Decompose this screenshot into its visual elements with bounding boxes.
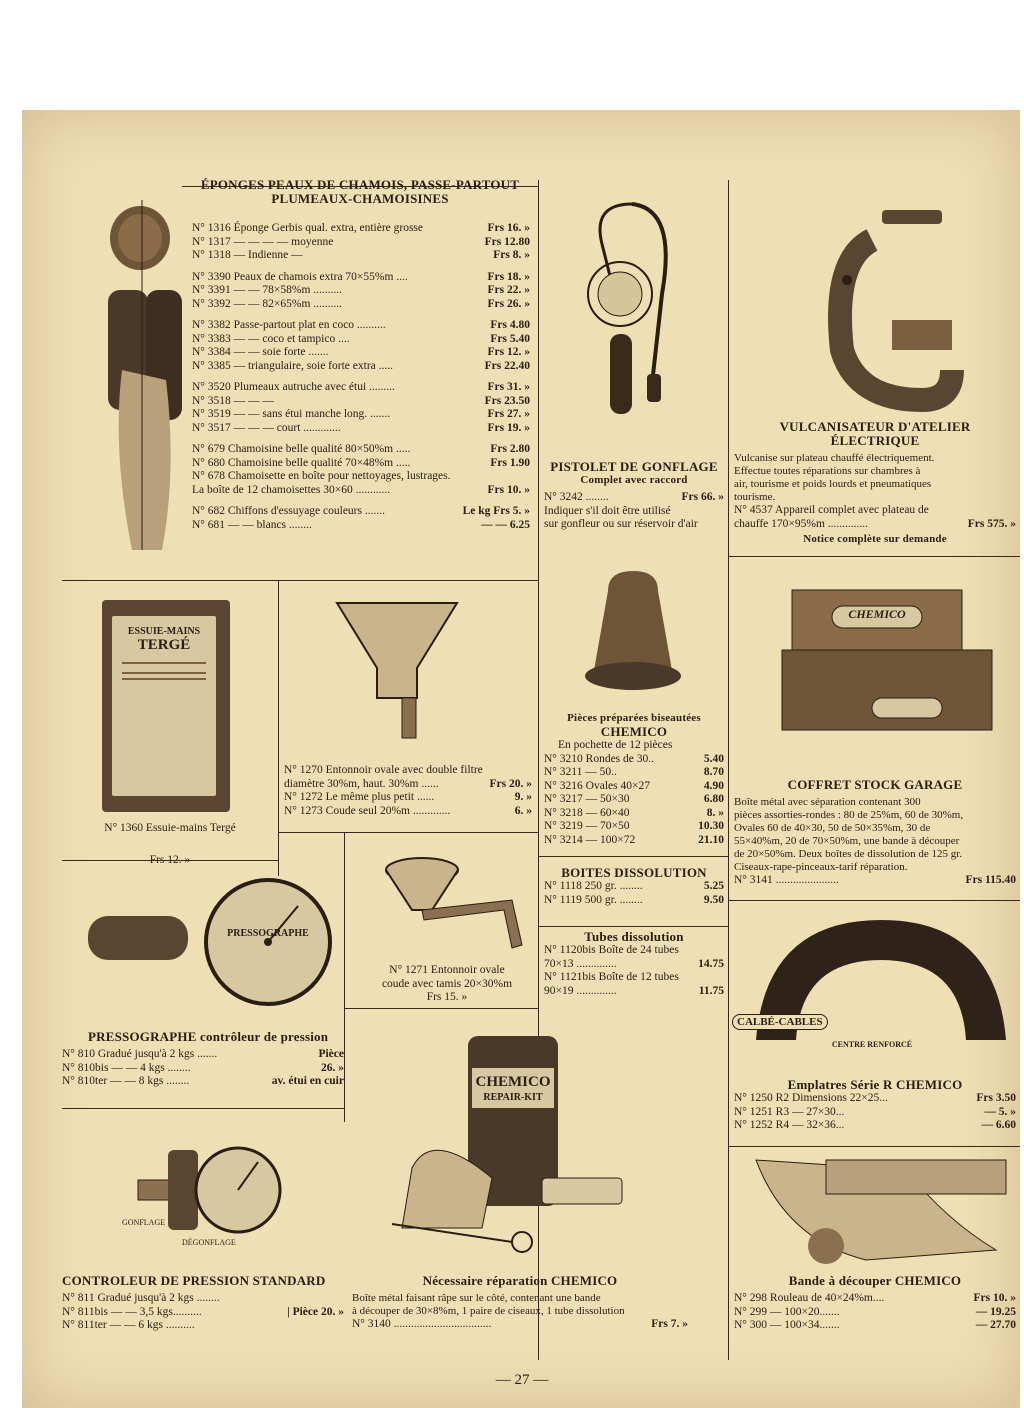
item-price: 14.75: [698, 957, 724, 970]
pistolet-list: [544, 491, 724, 532]
item-text: N° 3392 — — 82×65%m ..........: [192, 297, 343, 310]
item-text: N° 3519 — — sans étui manche long. .......: [192, 408, 391, 420]
essuie-caption: N° 1360 Essuie-mains Tergé: [104, 822, 236, 834]
towel-label-top: ESSUIE-MAINS: [127, 626, 201, 637]
list-item: [544, 944, 724, 958]
list-item: [362, 964, 532, 978]
funnel-illustration: [332, 598, 462, 748]
item-text: N° 1318 — Indienne —: [192, 249, 303, 261]
item-price: 26. »: [321, 1061, 344, 1074]
inflation-gun-illustration: [572, 184, 692, 454]
necessaire-list: [352, 1318, 688, 1332]
item-text: N° 679 Chamoisine belle qualité 80×50%m .....: [192, 443, 411, 455]
item-text: N° 1251 R3 — 27×30...: [734, 1105, 845, 1118]
description-line: tourisme.: [734, 491, 776, 503]
item-text: N° 3214 — 100×72: [544, 833, 636, 846]
list-item: [192, 249, 530, 263]
item-price: Frs 19. »: [487, 421, 530, 434]
item-price: Frs 31. »: [487, 381, 530, 393]
rule: [728, 900, 1020, 901]
bande-title: Bande à découper CHEMICO: [788, 1273, 962, 1288]
item-price: Frs 18. »: [487, 270, 530, 283]
rule: [728, 1146, 1020, 1147]
pieces-list: [544, 753, 724, 848]
item-price: Frs 22.40: [484, 359, 530, 372]
prepared-patches-illustration: [578, 566, 688, 706]
list-item: [544, 491, 724, 505]
list-item: [192, 381, 530, 395]
list-item: [544, 958, 724, 972]
list-item: [192, 360, 530, 374]
coffret-description: [734, 796, 1016, 874]
column-divider: [344, 832, 345, 1122]
item-text: 70×13 ..............: [544, 957, 617, 970]
list-item: [362, 991, 532, 1005]
item-price: Frs 12. »: [487, 346, 530, 358]
description-line: Boîte métal avec séparation contenant 300: [734, 796, 921, 808]
item-price: Frs 5.40: [490, 332, 530, 345]
pressographe-title: PRESSOGRAPHE contrôleur de pression: [88, 1029, 329, 1044]
list-item: [734, 1306, 1016, 1320]
rule: [538, 856, 728, 857]
item-price: 21.10: [698, 833, 724, 846]
item-price: 4.90: [703, 779, 724, 792]
item-text: N° 1316 Éponge Gerbis qual. extra, entière grosse: [192, 222, 424, 234]
item-text: N° 3382 Passe-partout plat en coco ..........: [192, 319, 386, 331]
item-text: N° 1272 Le même plus petit ......: [284, 791, 435, 803]
eponges-list: [192, 222, 530, 532]
vulcanisateur-subtitle: ÉLECTRIQUE: [830, 433, 920, 448]
towel-package-illustration: [102, 600, 230, 812]
rule: [62, 1108, 344, 1109]
list-item: [192, 457, 530, 471]
kit-can-brand: CHEMICO: [475, 1074, 551, 1090]
item-text: N° 1118 250 gr. ........: [544, 880, 643, 892]
item-text: N° 3383 — — coco et tampico ....: [192, 332, 350, 345]
page-number: — 27 —: [495, 1372, 549, 1388]
list-item: [62, 1062, 344, 1076]
standard-gauge-illustration: [118, 1130, 288, 1250]
emplatres-title: Emplatres Série R CHEMICO: [787, 1077, 963, 1092]
item-text: Indiquer s'il doit être utilisé: [544, 504, 671, 517]
list-item: [544, 780, 724, 794]
item-text: N° 810ter — — 8 kgs ........: [62, 1075, 190, 1087]
item-price: 6.80: [703, 793, 724, 805]
item-price: Frs 7. »: [651, 1318, 688, 1330]
tubes-title: Tubes dissolution: [584, 929, 684, 944]
description-line: pièces assorties-rondes : 80 de 25%m, 60 de 30%m,: [734, 809, 964, 821]
item-text: N° 810 Gradué jusqu'à 2 kgs .......: [62, 1048, 218, 1060]
patch-roll-illustration: [746, 1150, 1016, 1270]
label-gonflage: GONFLAGE: [122, 1218, 166, 1227]
list-item: [62, 1319, 344, 1333]
rule: [62, 580, 538, 581]
item-price: 9.50: [703, 893, 724, 906]
list-item: [192, 395, 530, 409]
item-price: Frs 22. »: [487, 284, 530, 296]
item-text: N° 1121bis Boîte de 12 tubes: [544, 971, 679, 983]
centre-renforce-tag: CENTRE RENFORCÉ: [831, 1040, 913, 1049]
list-item: [192, 519, 530, 533]
pressograph-dial-text: PRESSOGRAPHE: [227, 928, 309, 939]
item-price: 8.70: [703, 766, 724, 778]
item-text: La boîte de 12 chamoisettes 30×60 ............: [192, 483, 391, 496]
item-text: N° 299 — 100×20.......: [734, 1305, 840, 1318]
item-text: N° 300 — 100×34.......: [734, 1319, 840, 1331]
item-text: N° 3390 Peaux de chamois extra 70×55%m ....: [192, 270, 408, 283]
essuie-price: Frs 12. »: [149, 853, 191, 866]
item-text: N° 1252 R4 — 32×36...: [734, 1119, 845, 1131]
catalog-page: [22, 110, 1020, 1408]
list-item: [544, 793, 724, 807]
entonnoir-ovale-list: [284, 764, 532, 818]
vulcanizer-illustration: [812, 200, 992, 420]
necessaire-description: [352, 1292, 688, 1318]
item-text: N° 682 Chiffons d'essuyage couleurs .......: [192, 505, 385, 517]
pieces-intro: En pochette de 12 pièces: [558, 739, 673, 751]
pieces-title: Pièces préparées biseautées: [567, 712, 701, 724]
item-price: | Pièce 20. »: [287, 1305, 344, 1318]
emplatres-list: [734, 1092, 1016, 1133]
item-text: N° 3216 Ovales 40×27: [544, 779, 650, 792]
list-item: [192, 284, 530, 298]
item-price: Frs 26. »: [487, 297, 530, 310]
pistolet-subtitle: Complet avec raccord: [580, 474, 688, 486]
description-line: Vulcanise sur plateau chauffé électriquement.: [734, 452, 935, 464]
repair-kit-illustration: [372, 1028, 712, 1258]
pressograph-illustration: [68, 876, 338, 1026]
list-item: [734, 518, 1016, 532]
boites-title: BOITES DISSOLUTION: [561, 865, 707, 880]
item-text: N° 3391 — — 78×58%m ..........: [192, 284, 343, 296]
item-text: coude avec tamis 20×30%m: [381, 977, 513, 990]
item-text: N° 680 Chamoisine belle qualité 70×48%m .....: [192, 456, 411, 469]
list-item: [544, 518, 724, 532]
list-item: [62, 1048, 344, 1062]
pistolet-title: PISTOLET DE GONFLAGE: [550, 459, 718, 474]
kit-can-sub: REPAIR-KIT: [483, 1092, 543, 1103]
list-item: [544, 971, 724, 985]
item-text: N° 1119 500 gr. ........: [544, 893, 643, 906]
list-item: [544, 766, 724, 780]
label-degonflage: DÉGONFLAGE: [182, 1238, 236, 1247]
item-text: N° 3218 — 60×40: [544, 806, 630, 819]
item-text: N° 3520 Plumeaux autruche avec étui .........: [192, 381, 395, 393]
item-text: N° 1120bis Boîte de 24 tubes: [544, 944, 679, 956]
list-item: [734, 1106, 1016, 1120]
list-item: [734, 1119, 1016, 1133]
rule: [278, 832, 538, 833]
item-price: 5.40: [703, 752, 724, 765]
item-price: Frs 575. »: [967, 517, 1016, 530]
list-item: [284, 791, 532, 805]
list-item: [544, 807, 724, 821]
item-price: Frs 8. »: [493, 249, 530, 261]
item-text: 90×19 ..............: [544, 984, 617, 997]
list-item: [284, 764, 532, 778]
list-item: [284, 805, 532, 819]
description-line: air, tourisme et poids lourds et pneumatiques: [734, 478, 932, 490]
list-item: [192, 319, 530, 333]
list-item: [192, 484, 530, 498]
coffret-list: [734, 874, 1016, 888]
list-item: [284, 778, 532, 792]
boites-list: [544, 880, 724, 907]
description-line: de 20×50%m. Deux boîtes de dissolution de 125 gr.: [734, 848, 963, 860]
list-item: [192, 346, 530, 360]
pressographe-list: [62, 1048, 344, 1089]
eponges-subtitle: PLUMEAUX-CHAMOISINES: [271, 191, 449, 206]
list-item: [352, 1318, 688, 1332]
list-item: [192, 271, 530, 285]
item-text: N° 3518 — — —: [192, 394, 274, 407]
item-price: Frs 115.40: [965, 874, 1016, 886]
list-item: [544, 820, 724, 834]
list-item: [544, 894, 724, 908]
item-price: — — 6.25: [481, 518, 530, 531]
item-text: N° 3217 — 50×30: [544, 793, 630, 805]
list-item: [544, 753, 724, 767]
item-price: 11.75: [698, 984, 724, 997]
list-item: [544, 834, 724, 848]
rule: [538, 926, 728, 927]
item-text: N° 1270 Entonnoir ovale avec double filtre: [284, 764, 483, 776]
item-text: N° 1317 — — — — moyenne: [192, 235, 334, 248]
item-price: — 6.60: [981, 1119, 1016, 1131]
controleur-list: [62, 1292, 344, 1333]
item-text: N° 1273 Coude seul 20%m .............: [284, 804, 451, 817]
item-price: Frs 2.80: [490, 443, 530, 455]
item-price: Frs 10. »: [973, 1292, 1016, 1304]
item-text: N° 3242 ........: [544, 491, 609, 503]
rule: [344, 1008, 538, 1009]
item-text: diamètre 30%m, haut. 30%m ......: [284, 777, 439, 790]
tubes-list: [544, 944, 724, 998]
towel-label-brand: TERGÉ: [137, 637, 191, 653]
item-price: av. étui en cuir: [271, 1075, 344, 1087]
item-text: N° 681 — — blancs ........: [192, 518, 312, 531]
item-price: 9. »: [514, 791, 532, 803]
item-price: 8. »: [706, 806, 724, 819]
column-divider: [728, 180, 729, 1360]
list-item: [734, 874, 1016, 888]
item-price: Frs 1.90: [490, 456, 530, 469]
item-price: Pièce: [318, 1048, 344, 1060]
item-price: — 19.25: [975, 1305, 1016, 1318]
list-item: [192, 505, 530, 519]
item-text: N° 298 Rouleau de 40×24%m....: [734, 1292, 885, 1304]
item-text: N° 810bis — — 4 kgs ........: [62, 1061, 191, 1074]
item-text: N° 678 Chamoisette en boîte pour nettoyages, lustrages.: [192, 470, 451, 482]
item-price: — 27.70: [975, 1319, 1016, 1331]
description-line: Ovales 60 de 40×30, 50 de 50×35%m, 30 de: [734, 822, 931, 834]
description-line: Boîte métal faisant râpe sur le côté, contenant une bande: [352, 1292, 601, 1304]
list-item: [544, 880, 724, 894]
item-price: 10.30: [698, 820, 724, 832]
item-text: Frs 15. »: [426, 991, 468, 1003]
description-line: 55×40%m, 20 de 70×50%m, une bande à découper: [734, 835, 960, 847]
list-item: [192, 422, 530, 436]
item-price: Frs 27. »: [487, 408, 530, 420]
item-text: sur gonfleur ou sur réservoir d'air: [544, 518, 698, 530]
coffret-title: COFFRET STOCK GARAGE: [787, 777, 963, 792]
list-item: [192, 443, 530, 457]
list-item: [62, 1306, 344, 1320]
list-item: [544, 985, 724, 999]
list-item: [734, 1292, 1016, 1306]
item-text: N° 3140 ..................................: [352, 1318, 492, 1330]
item-price: 5.25: [703, 880, 724, 892]
vulcanisateur-description: [734, 452, 1016, 504]
list-item: [544, 505, 724, 519]
list-item: [192, 236, 530, 250]
list-item: [192, 470, 530, 484]
vulcanisateur-list: [734, 504, 1016, 531]
item-price: Frs 4.80: [490, 319, 530, 331]
item-price: Frs 66. »: [681, 491, 724, 503]
item-price: Frs 23.50: [484, 394, 530, 407]
calbe-cables-brand: CALBÉ-CABLES: [732, 1014, 828, 1030]
chemico-box-illustration: [762, 580, 1002, 750]
item-text: N° 811 Gradué jusqu'à 2 kgs ........: [62, 1292, 220, 1304]
item-price: — 5. »: [984, 1105, 1016, 1118]
list-item: [192, 222, 530, 236]
necessaire-title: Nécessaire réparation CHEMICO: [422, 1273, 618, 1288]
description-line: à découper de 30×8%m, 1 paire de ciseaux, 1 tube dissolution: [352, 1305, 625, 1317]
list-item: [734, 504, 1016, 518]
list-item: [192, 333, 530, 347]
item-text: N° 3384 — — soie forte .......: [192, 346, 329, 358]
description-line: Ciseaux-rape-pinceaux-tarif réparation.: [734, 861, 908, 873]
bande-list: [734, 1292, 1016, 1333]
list-item: [734, 1092, 1016, 1106]
item-text: N° 811ter — — 6 kgs ..........: [62, 1319, 195, 1331]
coffret-brand: CHEMICO: [848, 607, 906, 621]
list-item: [62, 1292, 344, 1306]
item-price: Frs 12.80: [484, 235, 530, 248]
item-price: Le kg Frs 5. »: [462, 505, 530, 517]
item-text: N° 3211 — 50..: [544, 766, 617, 778]
controleur-title: CONTROLEUR DE PRESSION STANDARD: [62, 1273, 326, 1288]
list-item: [62, 1075, 344, 1089]
item-price: Frs 16. »: [487, 222, 530, 234]
pieces-subtitle: CHEMICO: [600, 724, 668, 739]
item-text: N° 1271 Entonnoir ovale: [389, 964, 505, 976]
item-text: N° 3141 ......................: [734, 874, 839, 886]
entonnoir-coude-list: [362, 964, 532, 1005]
item-price: 6. »: [514, 804, 532, 817]
item-text: N° 3517 — — — court .............: [192, 421, 341, 434]
chamois-sponges-illustration: [82, 190, 202, 570]
item-text: chauffe 170×95%m ..............: [734, 517, 869, 530]
vulcanisateur-title: VULCANISATEUR D'ATELIER: [779, 419, 971, 434]
elbow-funnel-illustration: [372, 850, 532, 960]
item-text: N° 1250 R2 Dimensions 22×25...: [734, 1092, 888, 1104]
item-text: N° 811bis — — 3,5 kgs..........: [62, 1305, 202, 1318]
item-text: N° 3385 — triangulaire, soie forte extra .....: [192, 359, 393, 372]
list-item: [734, 1319, 1016, 1333]
vulcanisateur-notice: Notice complète sur demande: [803, 533, 947, 545]
list-item: [192, 298, 530, 312]
item-price: Frs 20. »: [489, 777, 532, 790]
item-text: N° 4537 Appareil complet avec plateau de: [734, 504, 929, 516]
item-text: N° 3210 Rondes de 30..: [544, 752, 655, 765]
item-price: Frs 3.50: [976, 1092, 1016, 1104]
description-line: Effectue toutes réparations sur chambres à: [734, 465, 921, 477]
eponges-title: ÉPONGES PEAUX DE CHAMOIS, PASSE-PARTOUT: [200, 177, 520, 192]
list-item: [362, 978, 532, 992]
rule: [728, 556, 1020, 557]
list-item: [192, 408, 530, 422]
item-price: Frs 10. »: [487, 483, 530, 496]
item-text: N° 3219 — 70×50: [544, 820, 630, 832]
